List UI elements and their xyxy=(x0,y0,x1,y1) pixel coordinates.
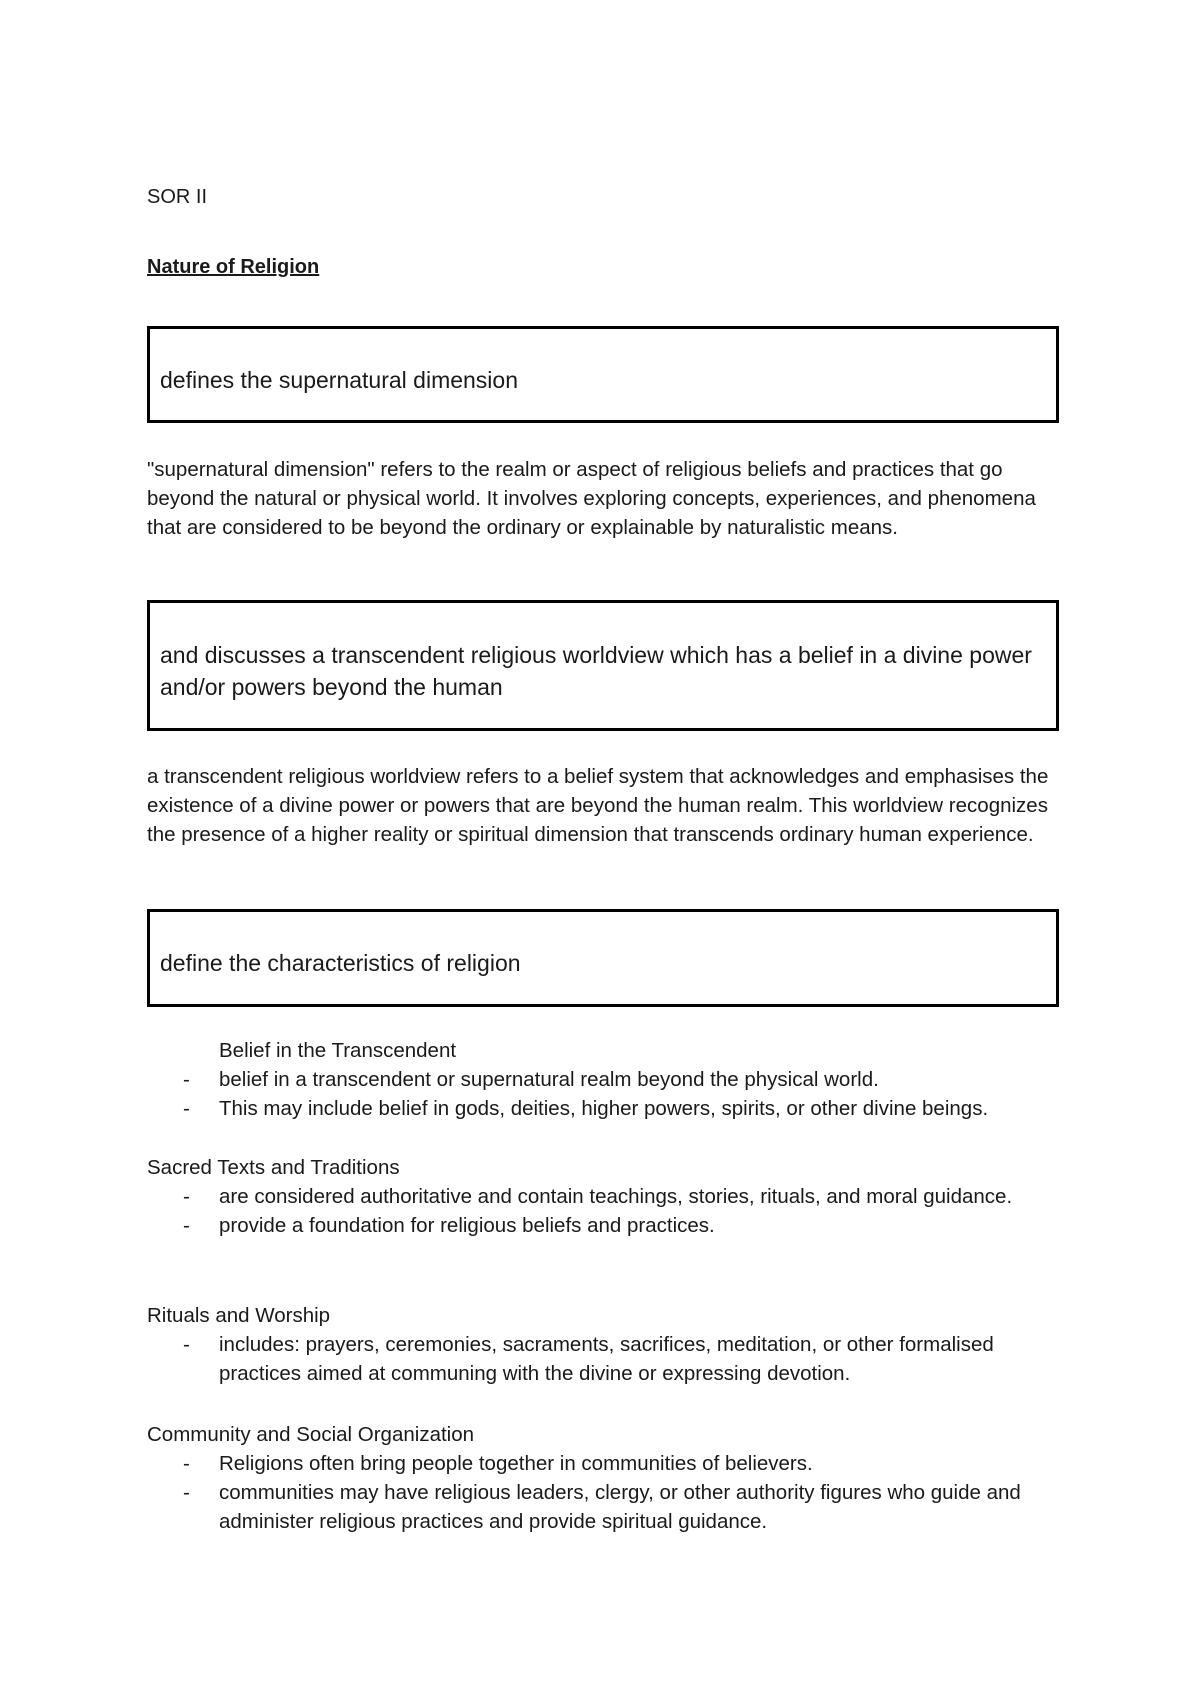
highlight-box-text: define the characteristics of religion xyxy=(160,950,521,976)
list-item-text: This may include belief in gods, deities, higher powers, spirits, or other divine beings. xyxy=(219,1097,989,1120)
list-item-text: includes: prayers, ceremonies, sacraments, sacrifices, meditation, or other formalised practices aimed at communing with the divine or expressing devotion. xyxy=(219,1333,994,1385)
highlight-box-supernatural xyxy=(147,326,1059,423)
section-heading: Belief in the Transcendent xyxy=(219,1039,457,1062)
section-heading: Sacred Texts and Traditions xyxy=(147,1156,400,1179)
list-item xyxy=(147,1094,1067,1123)
highlight-box-transcendent xyxy=(147,600,1059,731)
list-item-text: are considered authoritative and contain teachings, stories, rituals, and moral guidance. xyxy=(219,1185,1013,1208)
highlight-box-text: and discusses a transcendent religious worldview which has a belief in a divine power and/or powers beyond the human xyxy=(160,641,1032,700)
dash-bullet: - xyxy=(183,1068,190,1091)
list-item xyxy=(147,1182,1067,1211)
list-item xyxy=(147,1449,1067,1478)
section-belief xyxy=(147,1036,1067,1123)
highlight-box-text: defines the supernatural dimension xyxy=(160,366,519,393)
section-sacred-texts xyxy=(147,1153,1067,1240)
section-heading: Community and Social Organization xyxy=(147,1423,475,1446)
list-item xyxy=(147,1065,1067,1094)
dash-bullet: - xyxy=(183,1481,190,1504)
highlight-box-characteristics xyxy=(147,909,1059,1007)
bullet-list xyxy=(147,1182,1067,1240)
dash-bullet: - xyxy=(183,1452,190,1475)
list-item xyxy=(147,1330,1067,1388)
section-community xyxy=(147,1420,1067,1536)
page-title: Nature of Religion xyxy=(147,256,320,278)
dash-bullet: - xyxy=(183,1333,190,1356)
dash-bullet: - xyxy=(183,1214,190,1237)
list-item-text: provide a foundation for religious beliefs and practices. xyxy=(219,1214,715,1237)
section-rituals xyxy=(147,1301,1067,1388)
list-item xyxy=(147,1478,1067,1536)
list-item-text: belief in a transcendent or supernatural realm beyond the physical world. xyxy=(219,1068,879,1091)
list-item-text: Religions often bring people together in communities of believers. xyxy=(219,1452,813,1475)
list-item xyxy=(147,1211,1067,1240)
paragraph-supernatural: "supernatural dimension" refers to the realm or aspect of religious beliefs and practices that go beyond the natural or physical world. It involves exploring concepts, experiences, and phenomena that are considered to be beyond the ordinary or explainable by naturalistic means. xyxy=(147,458,1036,539)
list-item-text: communities may have religious leaders, clergy, or other authority figures who guide and administer religious practices and provide spiritual guidance. xyxy=(219,1481,1021,1533)
dash-bullet: - xyxy=(183,1097,190,1120)
bullet-list xyxy=(147,1449,1067,1536)
paragraph-transcendent: a transcendent religious worldview refers to a belief system that acknowledges and emphasises the existence of a divine power or powers that are beyond the human realm. This worldview recognizes the presence of a higher reality or spiritual dimension that transcends ordinary human experience. xyxy=(147,765,1049,846)
course-label: SOR II xyxy=(147,186,208,208)
dash-bullet: - xyxy=(183,1185,190,1208)
section-heading: Rituals and Worship xyxy=(147,1304,331,1327)
bullet-list xyxy=(147,1065,1067,1123)
bullet-list xyxy=(147,1330,1067,1388)
